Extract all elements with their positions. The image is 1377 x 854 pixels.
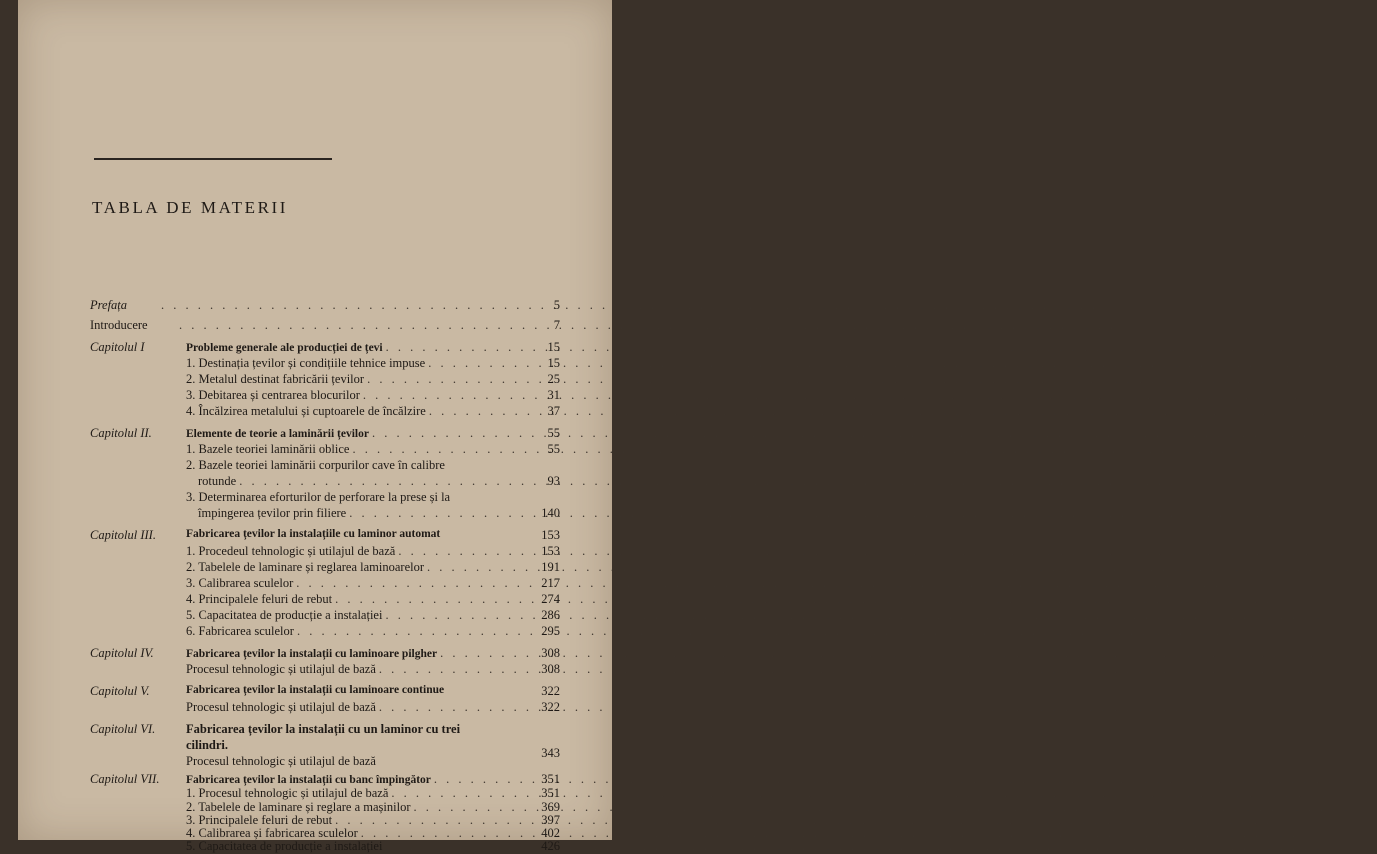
toc-item: 3. Principalele feluri de rebut . . . (186, 813, 518, 828)
entry-label: Prefața (90, 298, 128, 312)
toc-item-cont: rotunde . . . (198, 474, 518, 489)
item-page: 351 (541, 786, 560, 800)
chapter-title: Fabricarea țevilor la instalații cu laminoare pilgher (186, 648, 438, 660)
chapter-title: Fabricarea țevilor la instalații cu banc împingător (186, 774, 431, 786)
item-page: 93 (547, 474, 560, 488)
item-page: 295 (541, 624, 560, 638)
entry-leader (158, 298, 513, 313)
toc-item: 2. Tabelele de laminare și reglarea laminoarelor . . . (186, 560, 518, 575)
toc-item: 3. Calibrarea sculelor . . . (186, 576, 518, 591)
toc-item: 2. Metalul destinat fabricării țevilor . . . (186, 372, 518, 387)
toc-item: 5. Capacitatea de producție a instalației . . . (186, 608, 518, 623)
toc-item: 2. Tabelele de laminare și reglare a mașinilor . . . (186, 800, 518, 815)
entry-label: Introducere (90, 318, 148, 332)
chapter-title-line (186, 528, 518, 540)
chapter-title: Fabricarea țevilor la instalații cu laminoare continue (186, 684, 445, 696)
entry-page: 5 (553, 298, 560, 312)
item-page: 191 (541, 560, 560, 574)
item-page: 15 (547, 356, 560, 370)
chapter-title-line (186, 772, 518, 787)
toc-item: 6. Fabricarea sculelor . . . (186, 624, 518, 639)
item-page: 308 (541, 662, 560, 676)
item-page: 286 (541, 608, 560, 622)
toc-item: 3. Debitarea și centrarea blocurilor . . . (186, 388, 518, 403)
chapter-page: 153 (541, 528, 560, 542)
chapter-label: Capitolul II. (90, 426, 152, 440)
toc-item: Procesul tehnologic și utilajul de bază . . . (186, 662, 518, 677)
toc-item: Procesul tehnologic și utilajul de bază (186, 754, 376, 768)
item-page: 140 (541, 506, 560, 520)
chapter-label: Capitolul V. (90, 684, 150, 698)
chapter-label: Capitolul I (90, 340, 145, 354)
chapter-label: Capitolul III. (90, 528, 156, 542)
toc-item: 2. Bazele teoriei laminării corpurilor cave în calibre (186, 458, 445, 472)
chapter-page: 308 (541, 646, 560, 660)
item-page: 402 (541, 826, 560, 840)
item-page: 25 (547, 372, 560, 386)
chapter-label: Capitolul IV. (90, 646, 154, 660)
entry-leader (176, 318, 513, 333)
toc-item: 5. Capacitatea de producție a instalației . . . (186, 839, 518, 854)
toc-item: 4. Încălzirea metalului și cuptoarele de încălzire . . . (186, 404, 518, 419)
chapter-title-line (186, 646, 518, 661)
chapter-title-line (186, 340, 518, 355)
toc-item: 3. Determinarea eforturilor de perforare la prese și la (186, 490, 451, 504)
toc-item: 4. Principalele feluri de rebut . . . (186, 592, 518, 607)
toc-item: 1. Procesul tehnologic și utilajul de bază . . . (186, 786, 518, 801)
item-page: 55 (547, 442, 560, 456)
item-page: 274 (541, 592, 560, 606)
item-page: 153 (541, 544, 560, 558)
chapter-title: Probleme generale ale producției de țevi (186, 342, 383, 354)
chapter-title: Fabricarea țevilor la instalații cu un laminor cu trei (186, 722, 461, 736)
item-page: 426 (541, 839, 560, 853)
chapter-title-cont: cilindri. (186, 738, 229, 752)
chapter-title-line (186, 684, 518, 696)
item-page: 369 (541, 800, 560, 814)
item-page: 37 (547, 404, 560, 418)
toc-item: 1. Destinația țevilor și condițiile tehnice impuse . . . (186, 356, 518, 371)
toc-item-cont: împingerea țevilor prin filiere . . . (198, 506, 518, 521)
chapter-label: Capitolul VII. (90, 772, 160, 786)
book-page (18, 0, 612, 840)
chapter-label: Capitolul VI. (90, 722, 156, 736)
chapter-page: 15 (547, 340, 560, 354)
entry-page: 7 (553, 318, 560, 332)
chapter-title: Elemente de teorie a laminării țevilor (186, 428, 369, 440)
chapter-page: 351 (541, 772, 560, 786)
chapter-page: 55 (547, 426, 560, 440)
chapter-title: Fabricarea țevilor la instalațiile cu laminor automat (186, 528, 441, 540)
toc-item: Procesul tehnologic și utilajul de bază . . . (186, 700, 518, 715)
item-page: 397 (541, 813, 560, 827)
item-page: 343 (541, 746, 560, 760)
toc-item: 4. Calibrarea și fabricarea sculelor . . . (186, 826, 518, 841)
item-page: 31 (547, 388, 560, 402)
chapter-page: 322 (541, 684, 560, 698)
toc-item: 1. Procedeul tehnologic și utilajul de bază . . . (186, 544, 518, 559)
item-page: 322 (541, 700, 560, 714)
page-title: TABLA DE MATERII (92, 198, 289, 217)
toc-item: 1. Bazele teoriei laminării oblice . . . (186, 442, 518, 457)
item-page: 217 (541, 576, 560, 590)
table-of-contents (18, 0, 612, 840)
chapter-title-line (186, 426, 518, 441)
